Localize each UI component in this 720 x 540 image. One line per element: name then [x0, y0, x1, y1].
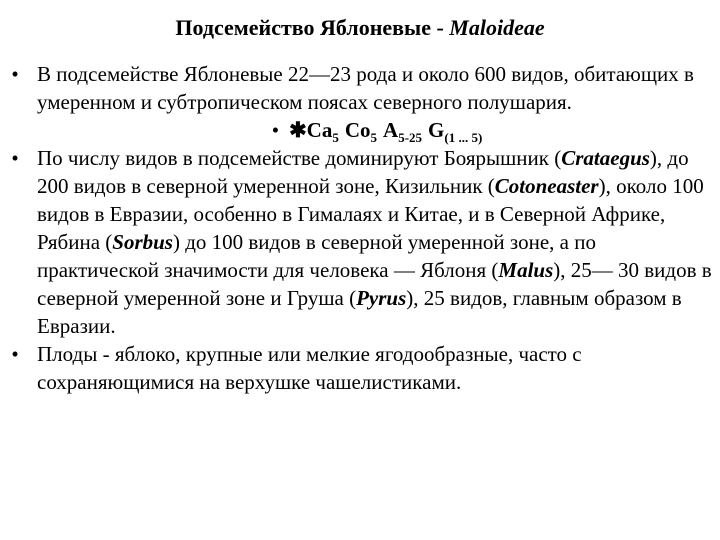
formula-androecium: A [383, 118, 399, 142]
text-span: По числу видов в подсемействе доминируют Боярышник ( [37, 146, 562, 170]
bullet-list [5, 60, 717, 396]
genus-pyrus: Pyrus [356, 286, 407, 310]
title-latin-name: Maloideae [449, 15, 545, 40]
bullet-text: В подсемействе Яблоневые 22—23 рода и около 600 видов, обитающих в умеренном и субтропическом поясах северного полушария. [37, 62, 694, 114]
bullet-item-species-count [5, 60, 717, 116]
text-span: ), около 100 видов в Евразии, особенно в Гималаях и Китае, и в Северной Африке, Рябина ( [37, 174, 704, 254]
slide-title [0, 14, 720, 42]
bullet-text [37, 146, 712, 338]
formula-calyx-count: 5 [332, 130, 339, 145]
bullet-item-dominant-genera [5, 144, 717, 340]
formula-gynoecium: G [428, 118, 445, 142]
formula-androecium-count: 5-25 [398, 130, 423, 145]
actinomorphic-star-icon: ✱ [289, 118, 307, 142]
bullet-icon: • [11, 342, 19, 366]
bullet-item-fruits [5, 340, 717, 396]
formula-gynoecium-count: (1 ... 5) [444, 130, 483, 145]
genus-sorbus: Sorbus [112, 230, 173, 254]
bullet-icon: • [11, 62, 19, 86]
text-span: ), 25 видов, главным образом в Евразии. [37, 286, 682, 338]
formula-calyx: Ca [306, 118, 333, 142]
bullet-icon: • [11, 146, 19, 170]
formula-corolla: Co [344, 118, 371, 142]
title-text: Подсемейство Яблоневые - [175, 15, 450, 40]
bullet-text: Плоды - яблоко, крупные или мелкие ягодообразные, часто с сохраняющимися на верхушке чашелистиками. [37, 342, 582, 394]
text-span: ), 25— 30 видов в северной умеренной зоне и Груша ( [37, 258, 712, 310]
genus-malus: Malus [498, 258, 554, 282]
formula-corolla-count: 5 [370, 130, 378, 145]
bullet-icon: • [271, 118, 280, 142]
text-span: ) до 100 видов в северной умеренной зоне, а по практической значимости для человека — Яблоня ( [37, 230, 596, 282]
flower-formula [5, 116, 717, 144]
genus-cotoneaster: Cotoneaster [494, 174, 599, 198]
text-span: ), до 200 видов в северной умеренной зоне, Кизильник ( [37, 146, 689, 198]
genus-crataegus: Crataegus [561, 146, 650, 170]
